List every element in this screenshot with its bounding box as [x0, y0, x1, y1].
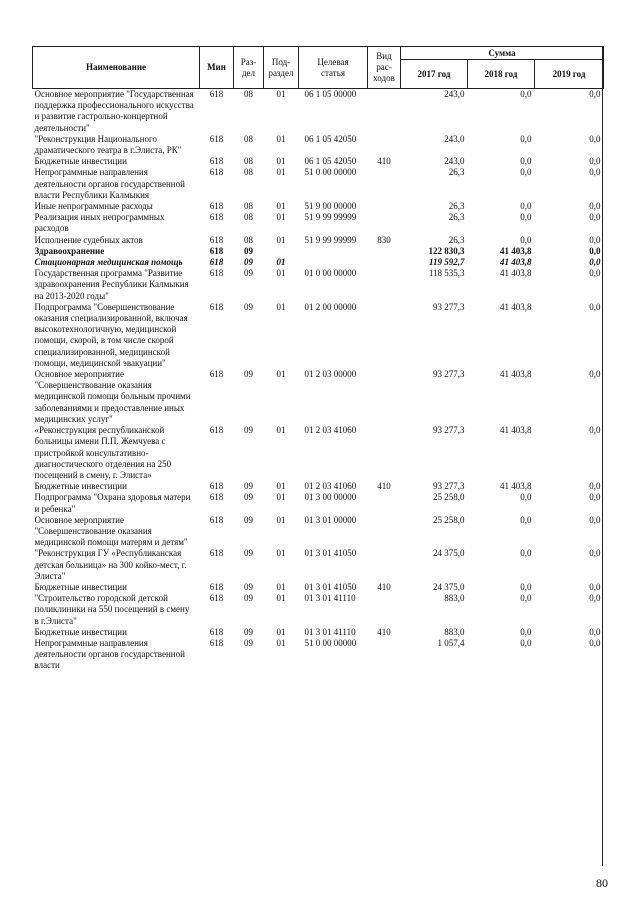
- row-podrazdel: 01: [276, 514, 286, 525]
- row-razdel: 08: [244, 89, 253, 99]
- row-celevaya: 01 3 01 41050: [304, 548, 357, 559]
- row-podrazdel: [264, 246, 299, 257]
- row-podrazdel: 01: [276, 481, 286, 492]
- row-podrazdel: 01: [276, 581, 286, 592]
- row-vid: [368, 212, 401, 234]
- row-2019: 0,0: [589, 245, 601, 256]
- row-celevaya: 51 0 00 00000: [304, 167, 357, 178]
- row-2017: 243,0: [444, 133, 465, 144]
- row-celevaya: 51 0 00 00000: [304, 637, 357, 648]
- row-2019: 0,0: [589, 133, 601, 144]
- row-2018: 41 403,8: [500, 425, 532, 436]
- row-celevaya: 01 2 03 00000: [304, 369, 357, 380]
- row-razdel: 09: [244, 481, 253, 492]
- row-vid: 410: [377, 156, 391, 167]
- row-razdel: 09: [244, 369, 253, 380]
- row-2017: 26,3: [448, 212, 465, 223]
- row-podrazdel: 01: [276, 167, 286, 178]
- row-vid: 830: [377, 234, 391, 245]
- row-min: 618: [209, 593, 224, 604]
- row-vid: [368, 515, 401, 549]
- row-vid: [368, 268, 401, 302]
- row-2017: 122 830,3: [428, 245, 465, 256]
- header-name: Наименование: [33, 47, 200, 89]
- row-min: 618: [209, 548, 224, 559]
- row-celevaya: 01 2 00 00000: [304, 301, 357, 312]
- row-podrazdel: 01: [276, 156, 286, 167]
- header-min: Мин: [200, 47, 234, 89]
- row-min: 618: [209, 425, 224, 436]
- row-razdel: 09: [244, 268, 253, 279]
- row-2019: 0,0: [589, 212, 601, 223]
- row-razdel: 09: [244, 626, 253, 637]
- row-name: Исполнение судебных актов: [34, 234, 143, 245]
- table-row: [33, 156, 604, 167]
- row-2017: 93 277,3: [433, 301, 465, 312]
- row-celevaya: [299, 257, 368, 268]
- row-vid: [368, 593, 401, 627]
- row-razdel: 09: [244, 425, 253, 436]
- row-min: 618: [209, 156, 224, 167]
- row-2018: 0,0: [520, 514, 532, 525]
- row-min: 618: [209, 89, 224, 99]
- row-min: 618: [209, 167, 224, 178]
- row-min: 618: [209, 201, 224, 212]
- row-vid: 410: [377, 626, 391, 637]
- row-2018: 41 403,8: [500, 301, 532, 312]
- row-vid: [368, 246, 401, 257]
- row-vid: [368, 369, 401, 425]
- row-2018: 0,0: [520, 637, 532, 648]
- row-name: "Реконструкция ГУ «Республиканская детская больница» на 300 койко-мест, г. Элиста": [34, 548, 187, 581]
- row-min: 618: [209, 481, 224, 492]
- row-2017: 25 258,0: [433, 514, 465, 525]
- header-vid: Вид рас- ходов: [368, 47, 401, 89]
- row-vid: [368, 425, 401, 481]
- table-row: [33, 515, 604, 549]
- row-name: "Строительство городской детской поликлиники на 550 посещений в смену в г.Элиста": [34, 593, 190, 626]
- row-celevaya: 06 1 05 00000: [304, 89, 357, 99]
- row-2018: 0,0: [520, 133, 532, 144]
- row-celevaya: 01 2 03 41060: [304, 481, 357, 492]
- row-celevaya: 01 2 03 41060: [304, 425, 357, 436]
- row-celevaya: 01 3 01 00000: [304, 514, 357, 525]
- row-min: 618: [209, 257, 224, 268]
- row-celevaya: 01 3 01 41110: [304, 626, 356, 637]
- row-min: 618: [209, 369, 224, 380]
- row-name: Основное мероприятие "Совершенствование оказания медицинской помощи матерям и детям": [34, 514, 188, 548]
- table-row: [33, 638, 604, 672]
- row-podrazdel: 01: [276, 626, 286, 637]
- table-row: [33, 593, 604, 627]
- row-podrazdel: 01: [276, 492, 286, 503]
- row-2019: 0,0: [589, 548, 601, 559]
- table-row: [33, 212, 604, 234]
- row-2017: 26,3: [448, 167, 465, 178]
- row-name: Подпрограмма "Совершенствование оказания специализированной, включая высокотехнологичную, медицинской помощи, скорой, в том числе скорой специализированной, медицинской помощи, медицинской эвакуации": [34, 301, 188, 368]
- row-2018: 0,0: [520, 593, 532, 604]
- row-2019: 0,0: [589, 301, 601, 312]
- table-row: [33, 369, 604, 425]
- row-2017: 243,0: [444, 89, 465, 99]
- row-2019: 0,0: [589, 593, 601, 604]
- table-header: [33, 47, 604, 89]
- row-podrazdel: 01: [276, 257, 286, 268]
- row-2018: 0,0: [520, 581, 532, 592]
- row-min: 618: [209, 492, 224, 503]
- table-row: [33, 246, 604, 257]
- row-celevaya: 01 3 01 41050: [304, 581, 357, 592]
- row-razdel: 09: [244, 593, 253, 604]
- row-name: Реализация иных непрограммных расходов: [34, 212, 165, 234]
- row-razdel: 09: [244, 492, 253, 503]
- row-2019: 0,0: [589, 626, 601, 637]
- row-2019: 0,0: [589, 201, 601, 212]
- row-vid: [368, 492, 401, 514]
- table-row: [33, 425, 604, 481]
- row-2017: 93 277,3: [433, 369, 465, 380]
- table-row: [33, 548, 604, 582]
- row-podrazdel: 01: [276, 593, 286, 604]
- row-celevaya: [299, 246, 368, 257]
- table-row: [33, 302, 604, 369]
- row-2017: 26,3: [448, 201, 465, 212]
- row-2017: 1 057,4: [437, 637, 465, 648]
- row-2019: 0,0: [589, 167, 601, 178]
- row-2019: 0,0: [589, 492, 601, 503]
- row-vid: [368, 302, 401, 369]
- row-celevaya: 06 1 05 42050: [304, 156, 357, 167]
- row-2018: 41 403,8: [500, 369, 532, 380]
- table-row: [33, 235, 604, 246]
- row-2017: 93 277,3: [433, 425, 465, 436]
- row-celevaya: 06 1 05 42050: [304, 133, 357, 144]
- row-razdel: 09: [244, 257, 253, 268]
- row-2019: 0,0: [589, 514, 601, 525]
- row-2019: 0,0: [589, 257, 601, 268]
- row-2017: 118 535,3: [428, 268, 465, 279]
- table-row: [33, 492, 604, 514]
- row-2018: 0,0: [520, 234, 532, 245]
- row-2017: 26,3: [448, 234, 465, 245]
- row-name: Бюджетные инвестиции: [34, 156, 127, 167]
- row-razdel: 09: [244, 637, 253, 648]
- header-celevaya: Целевая статья: [299, 47, 368, 89]
- row-2018: 41 403,8: [500, 257, 532, 268]
- row-vid: [368, 548, 401, 582]
- row-razdel: 08: [244, 133, 253, 144]
- row-2018: 0,0: [520, 626, 532, 637]
- row-vid: 410: [377, 481, 391, 492]
- row-name: Бюджетные инвестиции: [34, 481, 127, 492]
- row-min: 618: [209, 245, 224, 256]
- row-2018: 0,0: [520, 89, 532, 99]
- row-podrazdel: 01: [276, 548, 286, 559]
- row-vid: [368, 89, 401, 134]
- row-2018: 41 403,8: [500, 481, 532, 492]
- table-row: [33, 201, 604, 212]
- table-right-border: [602, 46, 603, 866]
- header-2019: 2019 год: [535, 60, 604, 89]
- table-row: [33, 257, 604, 268]
- budget-table: [32, 46, 604, 672]
- row-2019: 0,0: [589, 369, 601, 380]
- row-celevaya: 01 0 00 00000: [304, 268, 357, 279]
- row-vid: [368, 257, 401, 268]
- row-2017: 119 592,7: [428, 257, 465, 268]
- row-2018: 0,0: [520, 167, 532, 178]
- row-celevaya: 01 3 00 00000: [304, 492, 357, 503]
- row-2019: 0,0: [589, 89, 601, 99]
- header-summa: Сумма: [401, 47, 604, 60]
- row-2017: 24 375,0: [433, 581, 465, 592]
- row-vid: [368, 134, 401, 156]
- row-2018: 41 403,8: [500, 245, 532, 256]
- row-podrazdel: 01: [276, 301, 286, 312]
- row-celevaya: 51 9 00 00000: [304, 201, 357, 212]
- row-podrazdel: 01: [276, 234, 286, 245]
- row-2019: 0,0: [589, 268, 601, 279]
- row-name: Основное мероприятие "Государственная поддержка профессионального искусства и развитие гастрольно-концертной деятельности": [34, 89, 194, 133]
- header-2018: 2018 год: [468, 60, 535, 89]
- row-podrazdel: 01: [276, 201, 286, 212]
- row-min: 618: [209, 212, 224, 223]
- row-podrazdel: 01: [276, 425, 286, 436]
- row-name: Непрограммные направления деятельности органов государственной власти: [34, 637, 185, 671]
- row-2017: 243,0: [444, 156, 465, 167]
- row-razdel: 08: [244, 201, 253, 212]
- row-name: "Реконструкция Национального драматического театра в г.Элиста, РК": [34, 133, 182, 156]
- row-2017: 883,0: [444, 593, 465, 604]
- table-row: [33, 134, 604, 156]
- row-razdel: 09: [244, 548, 253, 559]
- row-razdel: 08: [244, 156, 253, 167]
- row-2018: 0,0: [520, 156, 532, 167]
- header-2017: 2017 год: [401, 60, 468, 89]
- row-podrazdel: 01: [276, 133, 286, 144]
- row-2019: 0,0: [589, 156, 601, 167]
- row-podrazdel: 01: [276, 637, 286, 648]
- row-razdel: 09: [244, 245, 253, 256]
- row-2019: 0,0: [589, 581, 601, 592]
- row-celevaya: 01 3 01 41110: [304, 593, 356, 604]
- row-podrazdel: 01: [276, 369, 286, 380]
- row-name: Иные непрограммные расходы: [34, 201, 153, 212]
- row-podrazdel: 01: [276, 268, 286, 279]
- row-razdel: 08: [244, 234, 253, 245]
- row-name: Бюджетные инвестиции: [34, 626, 127, 637]
- row-name: Бюджетные инвестиции: [34, 581, 127, 592]
- row-name: Подпрограмма "Охрана здоровья матери и ребенка": [34, 492, 191, 514]
- header-razdel: Раз- дел: [234, 47, 264, 89]
- row-name: Основное мероприятие "Совершенствование оказания медицинской помощи больным прочими заболеваниями и предоставление иных медицинских услуг": [34, 369, 191, 424]
- row-2018: 41 403,8: [500, 268, 532, 279]
- row-razdel: 08: [244, 167, 253, 178]
- table-row: [33, 582, 604, 593]
- row-name: Непрограммные направления деятельности органов государственной власти Республики Калмыкия: [34, 167, 185, 200]
- row-name: Государственная программа "Развитие здравоохранения Республики Калмыкия на 2013-2020 годы": [34, 268, 189, 301]
- table-body: [33, 89, 604, 672]
- table-row: [33, 167, 604, 201]
- row-podrazdel: 01: [276, 89, 286, 99]
- row-vid: [368, 638, 401, 672]
- row-vid: [368, 167, 401, 201]
- row-min: 618: [209, 133, 224, 144]
- row-2018: 0,0: [520, 212, 532, 223]
- row-2018: 0,0: [520, 492, 532, 503]
- row-vid: [368, 201, 401, 212]
- header-podrazdel: Под- раздел: [264, 47, 299, 89]
- page-number: 80: [596, 876, 608, 890]
- row-2017: 93 277,3: [433, 481, 465, 492]
- row-min: 618: [209, 637, 224, 648]
- row-min: 618: [209, 581, 224, 592]
- row-min: 618: [209, 301, 224, 312]
- row-2018: 0,0: [520, 548, 532, 559]
- table-row: [33, 627, 604, 638]
- row-razdel: 09: [244, 301, 253, 312]
- row-celevaya: 51 9 99 99999: [304, 234, 357, 245]
- row-min: 618: [209, 626, 224, 637]
- row-2019: 0,0: [589, 637, 601, 648]
- row-2019: 0,0: [589, 425, 601, 436]
- row-2017: 25 258,0: [433, 492, 465, 503]
- table-row: [33, 481, 604, 492]
- row-name: «Реконструкция республиканской больницы имени П.П. Жемчуева с пристройкой консультативно-диагностического отделения на 250 посещений в смену, г. Элиста»: [34, 425, 172, 480]
- row-2019: 0,0: [589, 234, 601, 245]
- row-2017: 24 375,0: [433, 548, 465, 559]
- row-min: 618: [209, 514, 224, 525]
- row-min: 618: [209, 268, 224, 279]
- row-2019: 0,0: [589, 481, 601, 492]
- row-razdel: 09: [244, 514, 253, 525]
- row-min: 618: [209, 234, 224, 245]
- row-vid: 410: [377, 581, 391, 592]
- row-razdel: 09: [244, 581, 253, 592]
- row-razdel: 08: [244, 212, 253, 223]
- row-2018: 0,0: [520, 201, 532, 212]
- row-celevaya: 51 9 99 99999: [304, 212, 357, 223]
- row-2017: 883,0: [444, 626, 465, 637]
- row-podrazdel: 01: [276, 212, 286, 223]
- row-name: Здравоохранение: [34, 245, 105, 256]
- row-name: Стационарная медицинская помощь: [34, 257, 183, 268]
- table-row: [33, 268, 604, 302]
- table-row: [33, 89, 604, 134]
